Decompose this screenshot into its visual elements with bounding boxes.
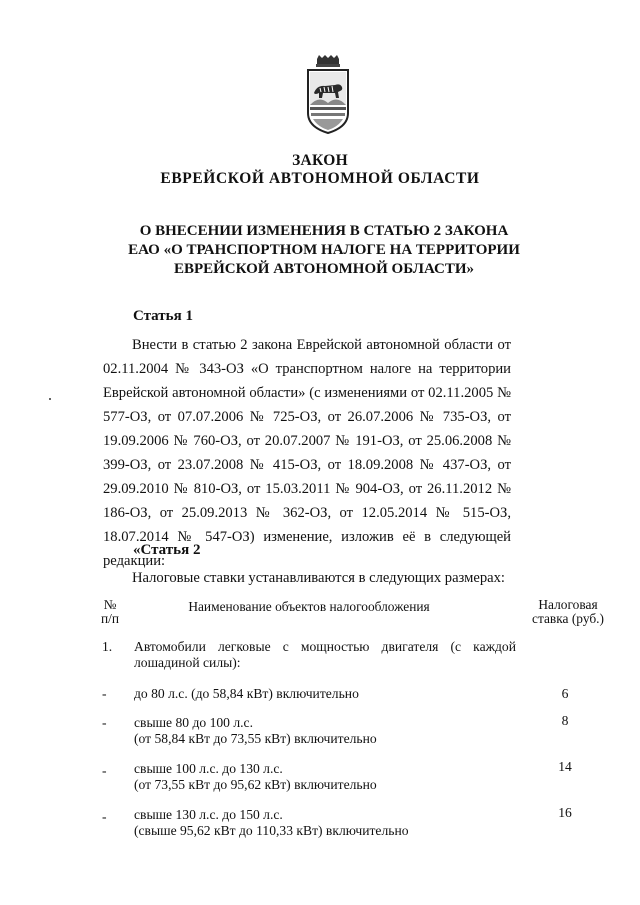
table-header-rate [518,598,618,626]
article-1-heading: Статья 1 [133,308,193,324]
article-2-heading: «Статья 2 [133,542,201,558]
table-row-rate: 8 [561,713,569,728]
scan-speck [49,398,51,400]
table-row-name-line2: (от 73,55 кВт до 95,62 кВт) включительно [134,777,377,792]
article-1-text: Внести в статью 2 закона Еврейской автономной области от 02.11.2004 № 343-ОЗ «О транспортном налоге на территории Еврейской автономной области» (с изменениями от 02.11.2005 № 577-ОЗ, от 07.07.2006 № 725-ОЗ, от 26.07.2006 № 735-ОЗ, от 19.09.2006 № 760-ОЗ, от 20.07.2007 № 191-ОЗ, от 25.06.2008 № 399-ОЗ, от 23.07.2008 № 415-ОЗ, от 18.09.2008 № 437-ОЗ, от 29.09.2010 № 810-ОЗ, от 15.03.2011 № 904-ОЗ, от 26.11.2012 № 186-ОЗ, от 25.09.2013 № 362-ОЗ, от 12.05.2014 № 515-ОЗ, 18.07.2014 № 547-ОЗ) изменение, изложив её в следующей редакции: [103,337,511,569]
table-header-number-line1: № [103,597,117,612]
table-row-name-line1: свыше 100 л.с. до 130 л.с. [134,761,283,776]
table-row-name-line1: свыше 130 л.с. до 150 л.с. [134,807,283,822]
table-header-name: Наименование объектов налогообложения [188,599,430,614]
table-row-marker: - [102,763,107,778]
table-header-number-line2: п/п [100,611,120,626]
table-row-name: Автомобили легковые с мощностью двигателя (с каждой лошадиной силы): [134,639,516,670]
law-title: ЗАКОН [292,152,348,169]
table-row-name [134,761,516,793]
table-row-marker: - [102,715,107,730]
table-header-rate-line2: ставка (руб.) [532,611,604,626]
table-row-name [134,807,516,839]
table-row-name-line1: свыше 80 до 100 л.с. [134,715,253,730]
coat-of-arms-tiger-icon [303,55,353,135]
table-row-name [134,715,516,747]
table-row-name: до 80 л.с. (до 58,84 кВт) включительно [134,686,359,701]
table-row-name-line2: (от 58,84 кВт до 73,55 кВт) включительно [134,731,377,746]
table-row-marker: - [102,686,107,701]
table-row-name-line2: (свыше 95,62 кВт до 110,33 кВт) включительно [134,823,409,838]
table-row-marker: 1. [102,639,113,654]
table-row-rate: 16 [558,805,572,820]
table-header-number [98,598,122,626]
table-row-rate: 14 [558,759,572,774]
region-title: ЕВРЕЙСКОЙ АВТОНОМНОЙ ОБЛАСТИ [160,170,480,187]
table-row-marker: - [102,809,107,824]
law-subject: О ВНЕСЕНИИ ИЗМЕНЕНИЯ В СТАТЬЮ 2 ЗАКОНА ЕАО «О ТРАНСПОРТНОМ НАЛОГЕ НА ТЕРРИТОРИИ ЕВРЕЙСКОЙ АВТОНОМНОЙ ОБЛАСТИ» [128,223,520,277]
table-row-rate: 6 [561,686,569,701]
table-header-rate-line1: Налоговая [538,597,598,612]
article-2-intro: Налоговые ставки устанавливаются в следующих размерах: [132,570,505,586]
